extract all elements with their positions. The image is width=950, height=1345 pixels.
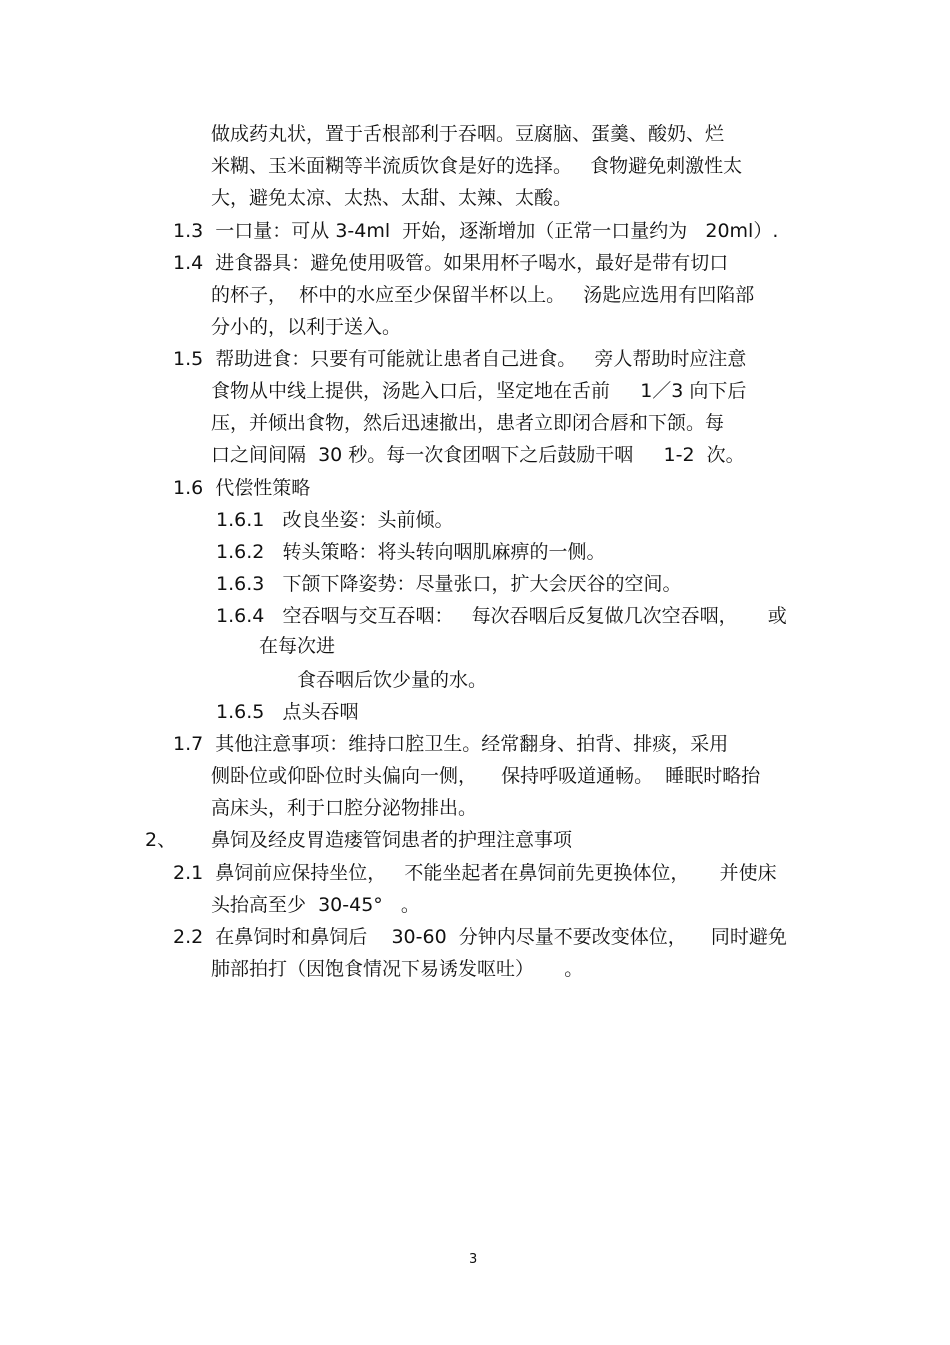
text-line: 压，并倾出食物，然后迅速撤出，患者立即闭合唇和下颌。每 (211, 412, 725, 434)
section-heading: 鼻饲及经皮胃造瘘管饲患者的护理注意事项 (211, 829, 573, 851)
text-line: 侧卧位或仰卧位时头偏向一侧， 保持呼吸道通畅。 睡眠时略抬 (211, 765, 761, 787)
text-line: 米糊、玉米面糊等半流质饮食是好的选择。 食物避免刺激性太 (211, 155, 743, 177)
text-line: 1.6.3 下颌下降姿势：尽量张口，扩大会厌谷的空间。 (216, 573, 682, 595)
page-number: 3 (469, 1252, 478, 1267)
text-line: 肺部拍打（因饱食情况下易诱发呕吐） 。 (211, 958, 584, 980)
text-line: 的杯子， 杯中的水应至少保留半杯以上。 汤匙应选用有凹陷部 (211, 284, 755, 306)
text-line: 食吞咽后饮少量的水。 (297, 669, 488, 691)
text-line: 1.5 帮助进食：只要有可能就让患者自己进食。 旁人帮助时应注意 (173, 348, 747, 370)
text-line: 头抬高至少 30-45° 。 (211, 894, 420, 916)
text-line: 1.6.4 空吞咽与交互吞咽： 每次吞咽后反复做几次空吞咽， 或 (216, 605, 787, 627)
text-line: 2.2 在鼻饲时和鼻饲后 30-60 分钟内尽量不要改变体位， 同时避免 (173, 926, 787, 948)
text-line: 在每次进 (259, 635, 336, 657)
text-line: 1.3 一口量：可从 3-4ml 开始，逐渐增加（正常一口量约为 20ml）. (173, 220, 779, 242)
text-line: 分小的，以利于送入。 (211, 316, 402, 338)
text-line: 大，避免太凉、太热、太甜、太辣、太酸。 (211, 187, 573, 209)
section-number: 2、 (145, 829, 177, 851)
text-line: 1.6 代偿性策略 (173, 477, 311, 499)
text-line: 1.6.5 点头吞咽 (216, 701, 359, 723)
text-line: 1.7 其他注意事项：维持口腔卫生。经常翻身、拍背、排痰，采用 (173, 733, 729, 755)
text-line: 1.4 进食器具：避免使用吸管。如果用杯子喝水，最好是带有切口 (173, 252, 729, 274)
text-line: 2.1 鼻饲前应保持坐位， 不能坐起者在鼻饲前先更换体位， 并使床 (173, 862, 777, 884)
text-line: 口之间间隔 30 秒。每一次食团咽下之后鼓励干咽 1-2 次。 (211, 444, 745, 466)
text-line: 1.6.1 改良坐姿：头前倾。 (216, 509, 454, 531)
text-line: 食物从中线上提供，汤匙入口后，坚定地在舌前 1／3 向下后 (211, 380, 747, 402)
text-line: 1.6.2 转头策略：将头转向咽肌麻痹的一侧。 (216, 541, 606, 563)
text-line: 高床头，利于口腔分泌物排出。 (211, 797, 478, 819)
text-line: 做成药丸状，置于舌根部利于吞咽。豆腐脑、蛋羹、酸奶、烂 (211, 123, 725, 145)
